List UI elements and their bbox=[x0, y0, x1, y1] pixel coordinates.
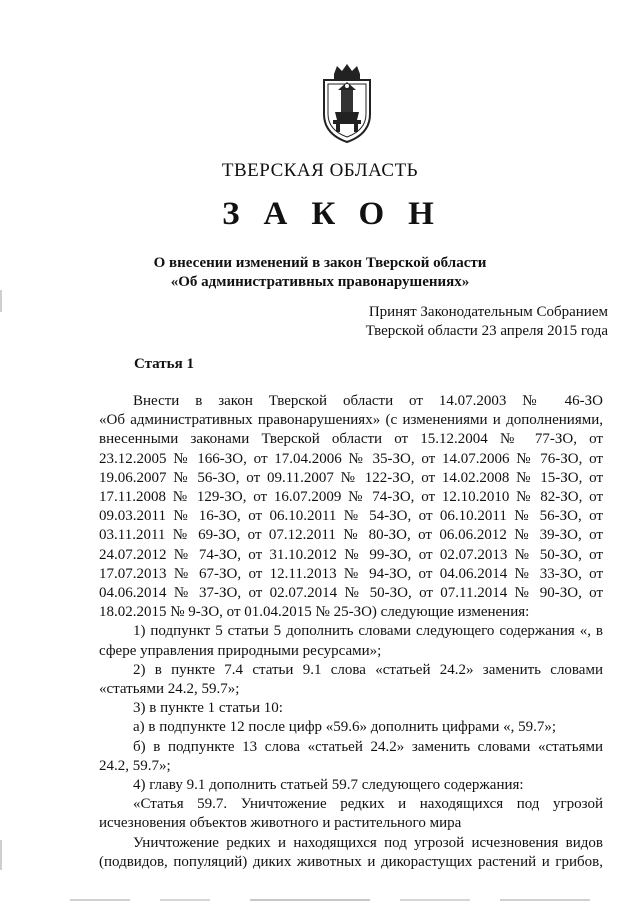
text-line: «Об административных правонарушениях» (с изменениями и дополнениями, bbox=[99, 412, 603, 429]
text-line: 09.03.2011 № 16-ЗО, от 06.10.2011 № 54-ЗО, от 06.10.2011 № 56-ЗО, от bbox=[99, 508, 603, 525]
text-line: 24.2, 59.7»; bbox=[99, 757, 171, 774]
text-line: 03.11.2011 № 69-ЗО, от 07.12.2011 № 80-ЗО, от 06.06.2012 № 39-ЗО, от bbox=[99, 527, 603, 544]
text-line: 24.07.2012 № 74-ЗО, от 31.10.2012 № 99-ЗО, от 02.07.2013 № 50-ЗО, от bbox=[99, 546, 603, 563]
text-line: 2) в пункте 7.4 статьи 9.1 слова «статьей 24.2» заменить словами bbox=[133, 661, 603, 678]
document-type-title: ЗАКОН bbox=[222, 196, 458, 232]
subtitle-line: «Об административных правонарушениях» bbox=[170, 274, 470, 290]
text-line: сфере управления природными ресурсами»; bbox=[99, 642, 382, 659]
text-line: 17.11.2008 № 129-ЗО, от 16.07.2009 № 74-ЗО, от 12.10.2010 № 82-ЗО, от bbox=[99, 489, 603, 506]
text-line: 23.12.2005 № 166-ЗО, от 17.04.2006 № 35-ЗО, от 14.07.2006 № 76-ЗО, от bbox=[99, 450, 603, 467]
subtitle-line: О внесении изменений в закон Тверской области bbox=[153, 255, 487, 271]
adoption-note bbox=[366, 303, 608, 341]
text-line: Уничтожение редких и находящихся под угрозой исчезновения видов bbox=[133, 834, 603, 851]
text-line: (подвидов, популяций) диких животных и дикорастущих растений и грибов, bbox=[99, 853, 603, 870]
text-line: 1) подпункт 5 статьи 5 дополнить словами следующего содержания «, в bbox=[133, 623, 603, 640]
text-line: 17.07.2013 № 67-ЗО, от 12.11.2013 № 94-ЗО, от 04.06.2014 № 33-ЗО, от bbox=[99, 565, 603, 582]
text-line: 04.06.2014 № 37-ЗО, от 02.07.2014 № 50-ЗО, от 07.11.2014 № 90-ЗО, от bbox=[99, 585, 603, 602]
scan-bottom-artifact bbox=[70, 898, 610, 902]
text-line: 18.02.2015 № 9-ЗО, от 01.04.2015 № 25-ЗО) следующие изменения: bbox=[99, 604, 530, 621]
text-line: б) в подпункте 13 слова «статьей 24.2» заменить словами «статьями bbox=[133, 738, 603, 755]
scan-edge-mark bbox=[0, 290, 2, 312]
law-subtitle bbox=[0, 254, 640, 292]
text-line: «Статья 59.7. Уничтожение редких и находящихся под угрозой bbox=[133, 796, 603, 813]
text-line: 3) в пункте 1 статьи 10: bbox=[133, 700, 283, 717]
text-line: «статьями 24.2, 59.7»; bbox=[99, 681, 240, 698]
text-line: а) в подпункте 12 после цифр «59.6» дополнить цифрами «, 59.7»; bbox=[133, 719, 557, 736]
text-line: 19.06.2007 № 56-ЗО, от 09.11.2007 № 122-ЗО, от 14.02.2008 № 15-ЗО, от bbox=[99, 469, 603, 486]
text-line: исчезновения объектов животного и растительного мира bbox=[99, 815, 462, 832]
region-name: ТВЕРСКАЯ ОБЛАСТЬ bbox=[221, 160, 419, 181]
scan-edge-mark bbox=[0, 840, 2, 870]
adoption-line: Принят Законодательным Собранием bbox=[368, 304, 608, 320]
text-line: Внести в закон Тверской области от 14.07.2003 № 46-ЗО bbox=[133, 393, 603, 409]
coat-of-arms-emblem bbox=[320, 62, 374, 144]
text-line: 4) главу 9.1 дополнить статьей 59.7 следующего содержания: bbox=[133, 777, 524, 794]
article-body bbox=[99, 392, 603, 872]
article-heading: Статья 1 bbox=[134, 356, 194, 372]
text-line: внесенными законами Тверской области от 15.12.2004 № 77-ЗО, от bbox=[99, 431, 603, 448]
adoption-line: Тверской области 23 апреля 2015 года bbox=[365, 323, 608, 339]
